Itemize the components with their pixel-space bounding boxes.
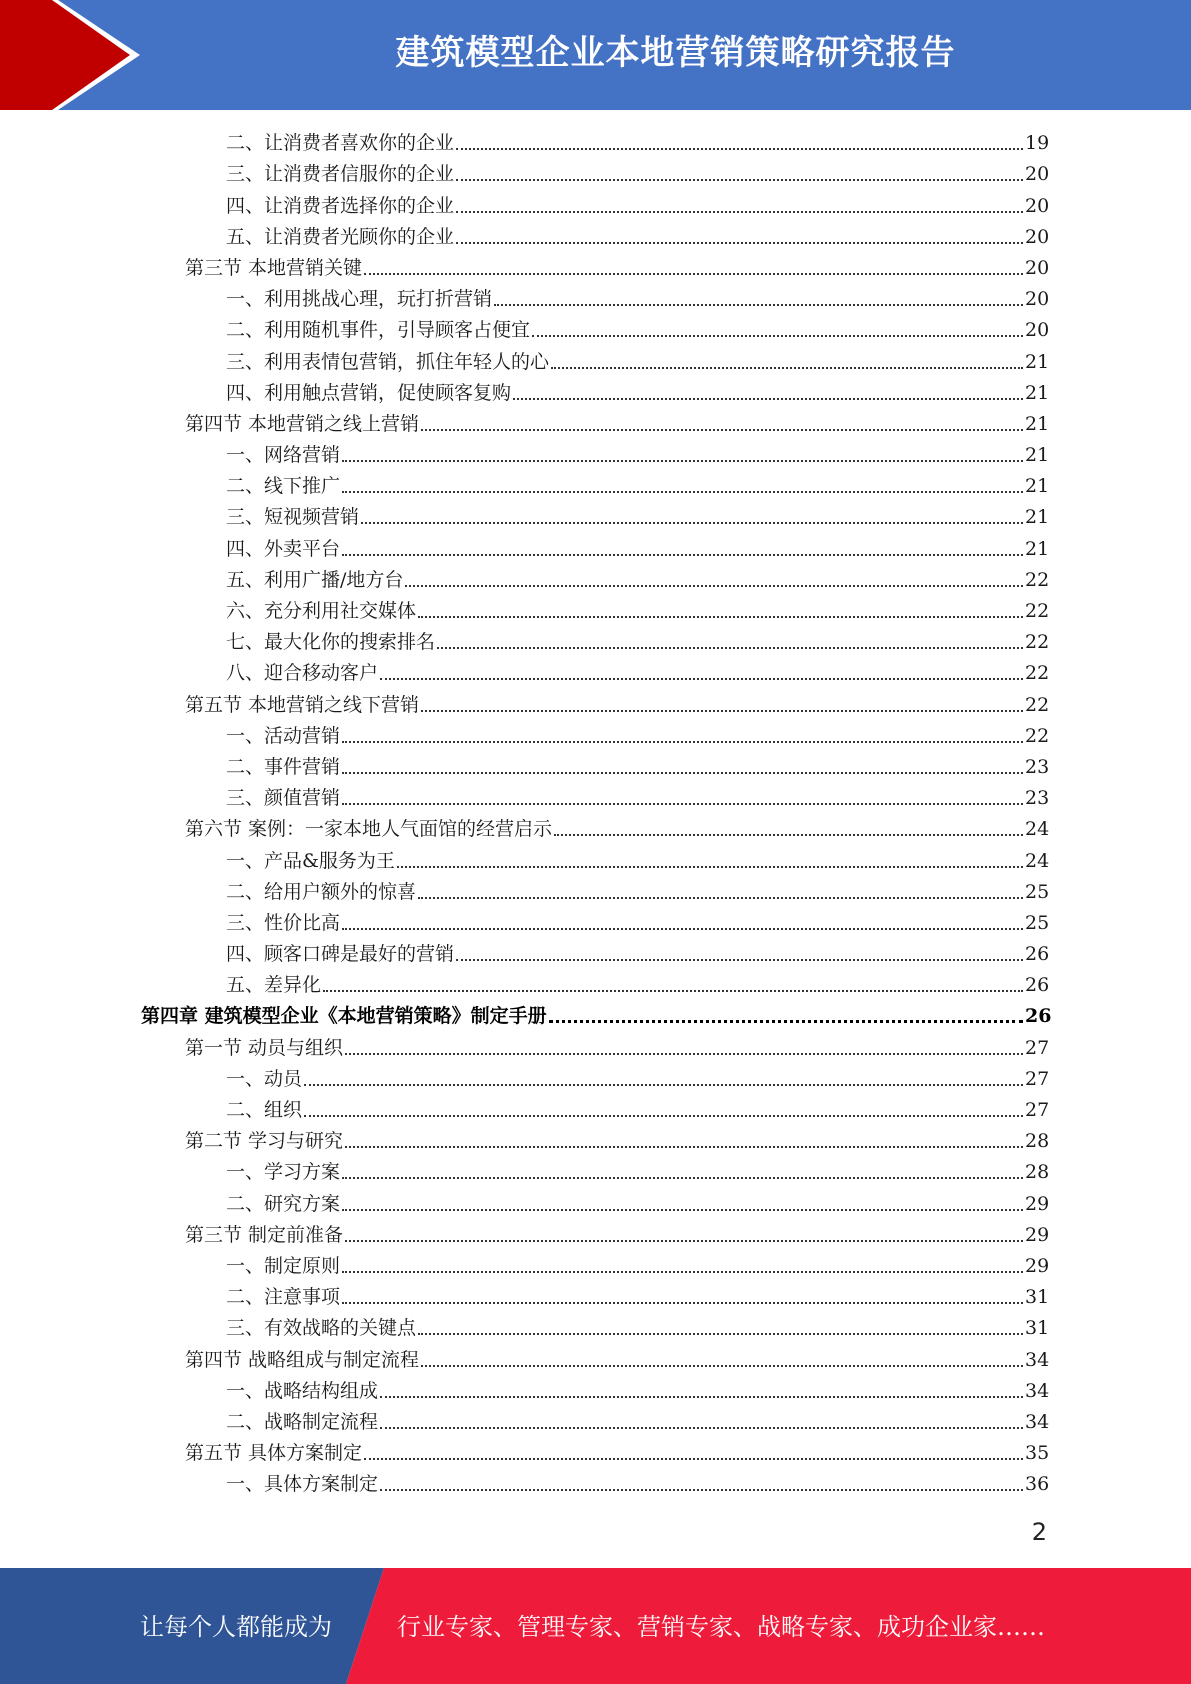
toc-entry-page: 35 <box>1025 1442 1050 1465</box>
toc-entry-title: 第四节 战略组成与制定流程 <box>185 1348 420 1371</box>
toc-subsection-entry[interactable] <box>0 1250 1191 1281</box>
toc-dot-leader <box>456 242 1023 244</box>
toc-entry-page: 28 <box>1025 1130 1050 1153</box>
toc-entry-page: 25 <box>1025 880 1050 903</box>
toc-entry-title: 四、顾客口碑是最好的营销 <box>226 943 455 966</box>
toc-dot-leader <box>342 1302 1023 1304</box>
toc-subsection-entry[interactable] <box>0 844 1191 875</box>
toc-entry-page: 22 <box>1025 568 1050 591</box>
toc-entry-page: 19 <box>1025 132 1050 155</box>
toc-dot-leader <box>456 179 1023 181</box>
toc-dot-leader <box>532 335 1023 337</box>
toc-dot-leader <box>345 1240 1023 1242</box>
toc-entry-title: 三、短视频营销 <box>226 506 360 529</box>
toc-entry-page: 20 <box>1025 256 1050 279</box>
toc-entry-title: 第五节 具体方案制定 <box>185 1442 363 1465</box>
toc-entry-page: 29 <box>1025 1254 1050 1277</box>
toc-entry-page: 23 <box>1025 787 1050 810</box>
toc-entry-title: 二、事件营销 <box>226 755 341 778</box>
toc-entry-title: 第四节 本地营销之线上营销 <box>185 412 420 435</box>
toc-entry-title: 三、颜值营销 <box>226 787 341 810</box>
toc-dot-leader <box>494 304 1023 306</box>
toc-entry-title: 三、利用表情包营销，抓住年轻人的心 <box>226 350 550 373</box>
toc-entry-title: 第三节 制定前准备 <box>185 1223 344 1246</box>
toc-section-entry[interactable] <box>0 1343 1191 1374</box>
toc-dot-leader <box>342 772 1023 774</box>
toc-subsection-entry[interactable] <box>0 969 1191 1000</box>
toc-entry-title: 二、战略制定流程 <box>226 1410 379 1433</box>
toc-entry-page: 28 <box>1025 1161 1050 1184</box>
toc-entry-page: 25 <box>1025 911 1050 934</box>
toc-entry-page: 29 <box>1025 1223 1050 1246</box>
toc-entry-page: 22 <box>1025 662 1050 685</box>
toc-subsection-entry[interactable] <box>0 377 1191 408</box>
toc-subsection-entry[interactable] <box>0 876 1191 907</box>
toc-entry-title: 第四章 建筑模型企业《本地营销策略》制定手册 <box>141 1005 547 1028</box>
toc-entry-page: 31 <box>1025 1286 1050 1309</box>
toc-dot-leader <box>418 897 1023 899</box>
toc-entry-title: 一、活动营销 <box>226 724 341 747</box>
toc-entry-title: 八、迎合移动客户 <box>226 662 379 685</box>
toc-entry-page: 20 <box>1025 319 1050 342</box>
toc-entry-title: 一、制定原则 <box>226 1254 341 1277</box>
toc-subsection-entry[interactable] <box>0 189 1191 220</box>
toc-dot-leader <box>456 211 1023 213</box>
toc-subsection-entry[interactable] <box>0 345 1191 376</box>
toc-dot-leader <box>364 273 1023 275</box>
toc-entry-title: 二、组织 <box>226 1099 303 1121</box>
toc-dot-leader <box>342 1271 1023 1273</box>
toc-chapter-entry[interactable] <box>0 1000 1191 1031</box>
toc-section-entry[interactable] <box>0 1125 1191 1156</box>
footer-slogan-tail: 行业专家、管理专家、营销专家、战略专家、成功企业家…… <box>397 1613 1045 1641</box>
toc-entry-title: 一、动员 <box>226 1067 303 1090</box>
page-number: 2 <box>1031 1518 1047 1546</box>
toc-subsection-entry[interactable] <box>0 1312 1191 1343</box>
toc-entry-page: 21 <box>1025 537 1050 560</box>
toc-entry-page: 27 <box>1025 1099 1050 1121</box>
toc-entry-title: 四、让消费者选择你的企业 <box>226 194 455 217</box>
toc-subsection-entry[interactable] <box>0 595 1191 626</box>
toc-dot-leader <box>421 429 1023 431</box>
toc-entry-page: 34 <box>1025 1348 1050 1371</box>
toc-entry-title: 一、战略结构组成 <box>226 1379 379 1402</box>
toc-entry-page: 26 <box>1025 943 1050 966</box>
toc-entry-title: 五、差异化 <box>226 974 322 997</box>
toc-entry-title: 一、具体方案制定 <box>226 1473 379 1496</box>
toc-dot-leader <box>456 148 1023 150</box>
toc-entry-page: 21 <box>1025 412 1050 435</box>
toc-subsection-entry[interactable] <box>0 626 1191 657</box>
toc-dot-leader <box>549 1020 1023 1023</box>
page-header <box>0 0 1191 110</box>
toc-entry-title: 二、给用户额外的惊喜 <box>226 880 417 903</box>
toc-section-entry[interactable] <box>0 1437 1191 1468</box>
toc-entry-title: 第一节 动员与组织 <box>185 1036 344 1059</box>
toc-subsection-entry[interactable] <box>0 1094 1191 1125</box>
toc-entry-page: 26 <box>1025 1005 1052 1028</box>
toc-entry-title: 一、学习方案 <box>226 1161 341 1184</box>
toc-subsection-entry[interactable] <box>0 657 1191 688</box>
toc-section-entry[interactable] <box>0 688 1191 719</box>
toc-entry-title: 四、外卖平台 <box>226 537 341 560</box>
toc-dot-leader <box>364 1458 1023 1460</box>
toc-entry-page: 31 <box>1025 1317 1050 1340</box>
toc-entry-title: 五、利用广播/地方台 <box>226 568 404 591</box>
toc-entry-page: 21 <box>1025 381 1050 404</box>
toc-dot-leader <box>551 367 1023 369</box>
toc-dot-leader <box>437 647 1023 649</box>
toc-dot-leader <box>418 616 1023 618</box>
toc-section-entry[interactable] <box>0 813 1191 844</box>
toc-subsection-entry[interactable] <box>0 564 1191 595</box>
toc-entry-page: 21 <box>1025 350 1050 373</box>
toc-dot-leader <box>345 1146 1023 1148</box>
toc-dot-leader <box>304 1084 1023 1086</box>
toc-entry-page: 22 <box>1025 631 1050 654</box>
toc-dot-leader <box>304 1115 1023 1117</box>
toc-subsection-entry[interactable] <box>0 1375 1191 1406</box>
toc-entry-title: 三、让消费者信服你的企业 <box>226 163 455 186</box>
toc-subsection-entry[interactable] <box>0 938 1191 969</box>
toc-subsection-entry[interactable] <box>0 1063 1191 1094</box>
toc-entry-page: 26 <box>1025 974 1050 997</box>
toc-subsection-entry[interactable] <box>0 907 1191 938</box>
footer-slogan-lead: 让每个人都能成为 <box>140 1613 332 1641</box>
toc-subsection-entry[interactable] <box>0 439 1191 470</box>
toc-dot-leader <box>342 741 1023 743</box>
toc-dot-leader <box>342 1177 1023 1179</box>
toc-entry-page: 23 <box>1025 755 1050 778</box>
page-footer <box>0 1568 1191 1684</box>
toc-subsection-entry[interactable] <box>0 501 1191 532</box>
toc-dot-leader <box>342 554 1023 556</box>
toc-entry-page: 22 <box>1025 693 1050 716</box>
toc-dot-leader <box>342 1209 1023 1211</box>
toc-entry-page: 34 <box>1025 1410 1050 1433</box>
toc-dot-leader <box>421 710 1023 712</box>
toc-entry-page: 22 <box>1025 724 1050 747</box>
toc-entry-title: 第二节 学习与研究 <box>185 1130 344 1153</box>
toc-entry-page: 21 <box>1025 444 1050 467</box>
toc-subsection-entry[interactable] <box>0 782 1191 813</box>
toc-dot-leader <box>342 491 1023 493</box>
toc-subsection-entry[interactable] <box>0 470 1191 501</box>
toc-entry-page: 22 <box>1025 600 1050 622</box>
toc-subsection-entry[interactable] <box>0 1187 1191 1218</box>
toc-entry-page: 20 <box>1025 225 1050 248</box>
report-title: 建筑模型企业本地营销策略研究报告 <box>395 33 956 73</box>
toc-section-entry[interactable] <box>0 1219 1191 1250</box>
toc-entry-page: 24 <box>1025 818 1050 841</box>
toc-entry-page: 21 <box>1025 475 1050 498</box>
toc-dot-leader <box>342 460 1023 462</box>
toc-subsection-entry[interactable] <box>0 283 1191 314</box>
toc-entry-page: 34 <box>1025 1379 1050 1402</box>
toc-entry-page: 36 <box>1025 1473 1050 1496</box>
toc-dot-leader <box>380 1396 1023 1398</box>
toc-dot-leader <box>342 803 1023 805</box>
toc-entry-title: 二、线下推广 <box>226 475 341 498</box>
toc-entry-page: 24 <box>1025 849 1050 872</box>
toc-entry-title: 第五节 本地营销之线下营销 <box>185 693 420 716</box>
toc-entry-page: 20 <box>1025 163 1050 186</box>
toc-dot-leader <box>323 990 1023 992</box>
toc-entry-title: 一、产品&服务为王 <box>226 849 395 872</box>
toc-subsection-entry[interactable] <box>0 1156 1191 1187</box>
toc-entry-title: 三、有效战略的关键点 <box>226 1317 417 1340</box>
table-of-contents <box>0 127 1191 1499</box>
toc-section-entry[interactable] <box>0 1031 1191 1062</box>
toc-dot-leader <box>397 866 1023 868</box>
toc-entry-page: 20 <box>1025 288 1050 311</box>
toc-entry-page: 27 <box>1025 1067 1050 1090</box>
toc-entry-title: 二、研究方案 <box>226 1192 341 1215</box>
toc-entry-page: 29 <box>1025 1192 1050 1215</box>
toc-entry-title: 三、性价比高 <box>226 911 341 934</box>
toc-dot-leader <box>380 678 1023 680</box>
toc-entry-page: 27 <box>1025 1036 1050 1059</box>
toc-subsection-entry[interactable] <box>0 1468 1191 1499</box>
toc-entry-title: 六、充分利用社交媒体 <box>226 600 417 622</box>
toc-dot-leader <box>380 1427 1023 1429</box>
toc-dot-leader <box>345 1053 1023 1055</box>
toc-dot-leader <box>342 928 1023 930</box>
toc-subsection-entry[interactable] <box>0 1281 1191 1312</box>
toc-entry-title: 一、网络营销 <box>226 444 341 467</box>
toc-entry-title: 二、利用随机事件，引导顾客占便宜 <box>226 319 531 342</box>
toc-dot-leader <box>380 1489 1023 1491</box>
toc-subsection-entry[interactable] <box>0 127 1191 158</box>
toc-entry-title: 一、利用挑战心理，玩打折营销 <box>226 288 493 311</box>
toc-subsection-entry[interactable] <box>0 720 1191 751</box>
toc-subsection-entry[interactable] <box>0 314 1191 345</box>
toc-entry-title: 七、最大化你的搜索排名 <box>226 631 436 654</box>
toc-entry-title: 二、注意事项 <box>226 1286 341 1309</box>
toc-subsection-entry[interactable] <box>0 532 1191 563</box>
toc-entry-title: 第六节 案例：一家本地人气面馆的经营启示 <box>185 818 553 841</box>
toc-entry-title: 四、利用触点营销，促使顾客复购 <box>226 381 512 404</box>
toc-entry-title: 二、让消费者喜欢你的企业 <box>226 132 455 155</box>
toc-dot-leader <box>456 959 1023 961</box>
toc-entry-page: 21 <box>1025 506 1050 529</box>
toc-dot-leader <box>405 585 1023 587</box>
toc-entry-title: 第三节 本地营销关键 <box>185 256 363 279</box>
toc-subsection-entry[interactable] <box>0 158 1191 189</box>
toc-dot-leader <box>554 834 1023 836</box>
toc-subsection-entry[interactable] <box>0 751 1191 782</box>
toc-dot-leader <box>361 522 1023 524</box>
toc-dot-leader <box>418 1333 1023 1335</box>
toc-dot-leader <box>513 398 1023 400</box>
toc-subsection-entry[interactable] <box>0 1406 1191 1437</box>
toc-subsection-entry[interactable] <box>0 221 1191 252</box>
toc-entry-page: 20 <box>1025 194 1050 217</box>
toc-entry-title: 五、让消费者光顾你的企业 <box>226 225 455 248</box>
toc-dot-leader <box>421 1365 1023 1367</box>
red-chevron-graphic <box>0 0 160 110</box>
toc-section-entry[interactable] <box>0 252 1191 283</box>
toc-section-entry[interactable] <box>0 408 1191 439</box>
